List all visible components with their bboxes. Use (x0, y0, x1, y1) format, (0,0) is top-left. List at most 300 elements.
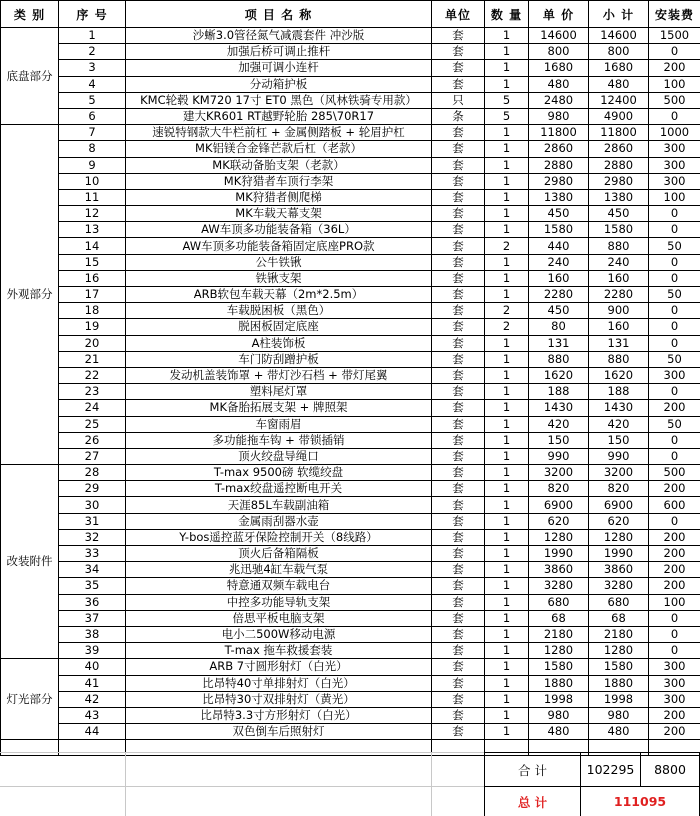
cell-install: 0 (649, 432, 700, 448)
cell-seq: 34 (59, 562, 126, 578)
cell-qty: 1 (485, 270, 529, 286)
cell-subtotal: 3280 (589, 578, 649, 594)
cell-price: 11800 (529, 125, 589, 141)
header-category: 类 别 (1, 1, 59, 28)
cell-unit: 套 (432, 432, 485, 448)
table-row (1, 594, 700, 610)
table-row (1, 189, 700, 205)
cell-unit: 套 (432, 60, 485, 76)
cell-subtotal: 1990 (589, 546, 649, 562)
cell-item: ARB软包车载天幕（2m*2.5m） (126, 287, 432, 303)
header-price: 单 价 (529, 1, 589, 28)
cell-subtotal: 450 (589, 206, 649, 222)
cell-item: 车门防刮蹭护板 (126, 351, 432, 367)
cell-price: 1280 (529, 643, 589, 659)
table-row (1, 44, 700, 60)
cell-install: 300 (649, 691, 700, 707)
table-row (1, 497, 700, 513)
cell-seq: 32 (59, 529, 126, 545)
cell-price: 450 (529, 303, 589, 319)
cell-subtotal: 1680 (589, 60, 649, 76)
cell-install: 0 (649, 270, 700, 286)
table-row (1, 125, 700, 141)
grand-total-label: 总 计 (517, 794, 548, 810)
cell-item: 电小二500W移动电源 (126, 626, 432, 642)
table-row (1, 384, 700, 400)
cell-qty: 1 (485, 691, 529, 707)
cell-install: 200 (649, 60, 700, 76)
cell-qty: 1 (485, 367, 529, 383)
cell-seq: 25 (59, 416, 126, 432)
cell-price: 680 (529, 594, 589, 610)
table-row (1, 60, 700, 76)
cell-qty: 1 (485, 287, 529, 303)
cell-price: 2280 (529, 287, 589, 303)
cell-item: 发动机盖装饰罩 + 带灯沙石档 + 带灯尾翼 (126, 367, 432, 383)
cell-price: 450 (529, 206, 589, 222)
cell-qty: 2 (485, 303, 529, 319)
cell-unit: 套 (432, 367, 485, 383)
cell-unit: 套 (432, 238, 485, 254)
cell-install: 100 (649, 594, 700, 610)
cell-unit: 套 (432, 319, 485, 335)
cell-unit: 条 (432, 108, 485, 124)
cell-price: 980 (529, 707, 589, 723)
cell-unit: 套 (432, 125, 485, 141)
cell-unit: 套 (432, 254, 485, 270)
cell-subtotal: 131 (589, 335, 649, 351)
cell-seq: 22 (59, 367, 126, 383)
cell-install: 50 (649, 287, 700, 303)
cell-item: MK备胎拓展支架 + 牌照架 (126, 400, 432, 416)
cell-item: T-max 拖车救援套装 (126, 643, 432, 659)
cell-unit: 套 (432, 546, 485, 562)
table-row (1, 578, 700, 594)
cell-seq: 30 (59, 497, 126, 513)
cell-unit: 套 (432, 222, 485, 238)
cell-install: 200 (649, 400, 700, 416)
table-row (1, 513, 700, 529)
table-row (1, 546, 700, 562)
cell-unit: 套 (432, 481, 485, 497)
cell-unit: 套 (432, 206, 485, 222)
cell-subtotal: 188 (589, 384, 649, 400)
cell-price: 1580 (529, 222, 589, 238)
cell-install: 600 (649, 497, 700, 513)
cell-install: 0 (649, 513, 700, 529)
cell-install: 50 (649, 351, 700, 367)
cell-install: 0 (649, 626, 700, 642)
cell-seq: 40 (59, 659, 126, 675)
cell-item: 比昂特40寸单排射灯（白光） (126, 675, 432, 691)
cell-seq: 35 (59, 578, 126, 594)
cell-price: 240 (529, 254, 589, 270)
cell-seq: 43 (59, 707, 126, 723)
cell-item: 建大KR601 RT越野轮胎 285\70R17 (126, 108, 432, 124)
cell-price: 68 (529, 610, 589, 626)
cell-install: 200 (649, 481, 700, 497)
cell-unit: 套 (432, 416, 485, 432)
cell-qty: 1 (485, 416, 529, 432)
cell-install: 0 (649, 254, 700, 270)
cell-install: 50 (649, 238, 700, 254)
cell-subtotal: 480 (589, 76, 649, 92)
cell-price: 14600 (529, 28, 589, 44)
cell-seq: 29 (59, 481, 126, 497)
cell-unit: 套 (432, 335, 485, 351)
cell-subtotal: 2880 (589, 157, 649, 173)
cell-price: 3860 (529, 562, 589, 578)
cell-unit: 套 (432, 675, 485, 691)
cell-seq: 42 (59, 691, 126, 707)
cell-unit: 套 (432, 287, 485, 303)
cell-install: 300 (649, 675, 700, 691)
table-row (1, 28, 700, 44)
cell-item: 金属雨刮器水壶 (126, 513, 432, 529)
cell-subtotal: 1580 (589, 659, 649, 675)
cell-qty: 1 (485, 513, 529, 529)
cell-qty: 1 (485, 60, 529, 76)
cell-item: ARB 7寸圆形射灯（白光） (126, 659, 432, 675)
header-row (1, 1, 700, 28)
cell-subtotal: 880 (589, 351, 649, 367)
cell-subtotal: 1998 (589, 691, 649, 707)
cell-unit: 套 (432, 465, 485, 481)
cell-subtotal: 68 (589, 610, 649, 626)
cell-subtotal: 240 (589, 254, 649, 270)
cell-qty: 1 (485, 141, 529, 157)
category-cell: 底盘部分 (1, 28, 59, 125)
cell-unit: 套 (432, 384, 485, 400)
cell-install: 200 (649, 707, 700, 723)
table-row (1, 92, 700, 108)
cell-price: 820 (529, 481, 589, 497)
cell-qty: 1 (485, 44, 529, 60)
table-row (1, 481, 700, 497)
cell-item: 双色倒车后照射灯 (126, 724, 432, 740)
cell-install: 1000 (649, 125, 700, 141)
cell-subtotal: 3200 (589, 465, 649, 481)
cell-item: 比昂特30寸双排射灯（黄光） (126, 691, 432, 707)
category-cell: 外观部分 (1, 125, 59, 465)
cell-item: AW车顶多功能装备箱（36L） (126, 222, 432, 238)
cell-install: 200 (649, 724, 700, 740)
header-unit: 单位 (432, 1, 485, 28)
cell-seq: 38 (59, 626, 126, 642)
cell-item: MK车载天幕支架 (126, 206, 432, 222)
header-seq: 序 号 (59, 1, 126, 28)
cell-unit: 套 (432, 351, 485, 367)
cell-qty: 1 (485, 335, 529, 351)
cell-seq: 9 (59, 157, 126, 173)
cell-price: 2860 (529, 141, 589, 157)
table-row (1, 141, 700, 157)
cell-qty: 1 (485, 351, 529, 367)
table-row (1, 206, 700, 222)
cell-install: 0 (649, 222, 700, 238)
cell-seq: 14 (59, 238, 126, 254)
cell-subtotal: 620 (589, 513, 649, 529)
table-row (1, 287, 700, 303)
cell-qty: 1 (485, 724, 529, 740)
header-qty: 数 量 (485, 1, 529, 28)
cell-price: 1998 (529, 691, 589, 707)
blank-cell (1, 740, 59, 756)
cell-unit: 套 (432, 157, 485, 173)
cell-subtotal: 12400 (589, 92, 649, 108)
cell-qty: 1 (485, 76, 529, 92)
cell-unit: 套 (432, 173, 485, 189)
table-row (1, 659, 700, 675)
cell-price: 2480 (529, 92, 589, 108)
table-row (1, 400, 700, 416)
table-row (1, 173, 700, 189)
cell-price: 1380 (529, 189, 589, 205)
cell-subtotal: 4900 (589, 108, 649, 124)
cell-seq: 16 (59, 270, 126, 286)
cell-item: A柱装饰板 (126, 335, 432, 351)
cell-unit: 套 (432, 724, 485, 740)
cell-item: 加强后桥可调止推杆 (126, 44, 432, 60)
cell-subtotal: 1380 (589, 189, 649, 205)
cell-item: 加强可调小连杆 (126, 60, 432, 76)
cell-subtotal: 3860 (589, 562, 649, 578)
cell-item: 车窗雨眉 (126, 416, 432, 432)
cell-subtotal: 2860 (589, 141, 649, 157)
cell-price: 1580 (529, 659, 589, 675)
cell-qty: 1 (485, 254, 529, 270)
cell-unit: 套 (432, 626, 485, 642)
cell-price: 3280 (529, 578, 589, 594)
cell-install: 200 (649, 546, 700, 562)
cell-item: 沙蜥3.0管径氮气减震套件 冲沙版 (126, 28, 432, 44)
cell-qty: 5 (485, 92, 529, 108)
cell-item: MK铝镁合金锋芒款后杠（老款） (126, 141, 432, 157)
cell-unit: 套 (432, 400, 485, 416)
cell-price: 980 (529, 108, 589, 124)
cell-qty: 1 (485, 643, 529, 659)
cell-qty: 1 (485, 432, 529, 448)
cell-install: 300 (649, 659, 700, 675)
cell-subtotal: 160 (589, 319, 649, 335)
cell-install: 1500 (649, 28, 700, 44)
cell-qty: 1 (485, 659, 529, 675)
cell-qty: 1 (485, 578, 529, 594)
cell-seq: 26 (59, 432, 126, 448)
cell-subtotal: 880 (589, 238, 649, 254)
cell-seq: 7 (59, 125, 126, 141)
cell-subtotal: 990 (589, 448, 649, 464)
blank-cell (126, 740, 432, 756)
cell-install: 300 (649, 141, 700, 157)
cell-unit: 套 (432, 497, 485, 513)
cell-subtotal: 420 (589, 416, 649, 432)
cell-install: 0 (649, 303, 700, 319)
cell-item: 顶火后备箱隔板 (126, 546, 432, 562)
cell-unit: 套 (432, 578, 485, 594)
cell-item: MK狩猎者侧爬梯 (126, 189, 432, 205)
table-row (1, 432, 700, 448)
cell-unit: 套 (432, 529, 485, 545)
cell-install: 200 (649, 578, 700, 594)
cell-unit: 套 (432, 189, 485, 205)
cell-price: 6900 (529, 497, 589, 513)
table-row (1, 76, 700, 92)
cell-price: 80 (529, 319, 589, 335)
blank-cell (432, 740, 485, 756)
cell-price: 440 (529, 238, 589, 254)
cell-qty: 2 (485, 319, 529, 335)
cell-install: 300 (649, 157, 700, 173)
cell-qty: 1 (485, 222, 529, 238)
table-row (1, 707, 700, 723)
cell-subtotal: 1430 (589, 400, 649, 416)
category-cell: 改装附件 (1, 465, 59, 659)
cell-qty: 1 (485, 448, 529, 464)
cell-seq: 21 (59, 351, 126, 367)
category-cell: 灯光部分 (1, 659, 59, 740)
table-row (1, 610, 700, 626)
cell-unit: 套 (432, 659, 485, 675)
cell-install: 300 (649, 173, 700, 189)
cell-qty: 1 (485, 707, 529, 723)
cell-qty: 1 (485, 626, 529, 642)
cell-qty: 1 (485, 497, 529, 513)
table-row (1, 367, 700, 383)
cell-unit: 套 (432, 28, 485, 44)
cell-install: 500 (649, 92, 700, 108)
table-row (1, 562, 700, 578)
cell-price: 150 (529, 432, 589, 448)
table-row (1, 108, 700, 124)
cell-seq: 18 (59, 303, 126, 319)
cell-price: 160 (529, 270, 589, 286)
cell-seq: 2 (59, 44, 126, 60)
cell-seq: 44 (59, 724, 126, 740)
cell-subtotal: 14600 (589, 28, 649, 44)
cell-price: 2980 (529, 173, 589, 189)
cell-seq: 41 (59, 675, 126, 691)
sheet-body (1, 28, 700, 756)
cell-item: 速锐特钢款大牛栏前杠 + 金属侧踏板 + 轮眉护杠 (126, 125, 432, 141)
cell-install: 0 (649, 643, 700, 659)
cell-unit: 套 (432, 76, 485, 92)
cell-item: MK狩猎者车顶行李架 (126, 173, 432, 189)
cell-subtotal: 160 (589, 270, 649, 286)
cell-install: 0 (649, 206, 700, 222)
cell-seq: 12 (59, 206, 126, 222)
grand-total-value: 111095 (613, 794, 667, 809)
cell-price: 3200 (529, 465, 589, 481)
cell-seq: 19 (59, 319, 126, 335)
cell-install: 200 (649, 529, 700, 545)
table-row (1, 465, 700, 481)
cell-seq: 37 (59, 610, 126, 626)
cell-item: 脱困板固定底座 (126, 319, 432, 335)
cell-install: 300 (649, 367, 700, 383)
cell-item: T-max绞盘遥控断电开关 (126, 481, 432, 497)
table-row (1, 303, 700, 319)
cell-item: MK联动备胎支架（老款） (126, 157, 432, 173)
cell-subtotal: 820 (589, 481, 649, 497)
cell-seq: 39 (59, 643, 126, 659)
cell-install: 50 (649, 416, 700, 432)
cell-seq: 27 (59, 448, 126, 464)
cell-qty: 1 (485, 546, 529, 562)
cell-unit: 套 (432, 44, 485, 60)
table-row (1, 335, 700, 351)
cell-price: 800 (529, 44, 589, 60)
cell-item: Y-bos遥控蓝牙保险控制开关（8线路） (126, 529, 432, 545)
cell-price: 620 (529, 513, 589, 529)
cell-unit: 套 (432, 513, 485, 529)
cell-install: 100 (649, 189, 700, 205)
table-row (1, 157, 700, 173)
cell-subtotal: 150 (589, 432, 649, 448)
cell-seq: 10 (59, 173, 126, 189)
cell-seq: 5 (59, 92, 126, 108)
header-item: 项 目 名 称 (126, 1, 432, 28)
table-row (1, 319, 700, 335)
cell-unit: 套 (432, 270, 485, 286)
cell-price: 2880 (529, 157, 589, 173)
cell-item: 天涯85L车载副油箱 (126, 497, 432, 513)
cell-qty: 1 (485, 465, 529, 481)
cell-item: 比昂特3.3寸方形射灯（白光） (126, 707, 432, 723)
cell-seq: 17 (59, 287, 126, 303)
cell-qty: 1 (485, 157, 529, 173)
cell-subtotal: 900 (589, 303, 649, 319)
cell-seq: 13 (59, 222, 126, 238)
cell-qty: 1 (485, 189, 529, 205)
cell-subtotal: 1580 (589, 222, 649, 238)
cell-price: 1430 (529, 400, 589, 416)
cell-subtotal: 11800 (589, 125, 649, 141)
cell-qty: 1 (485, 400, 529, 416)
cell-subtotal: 6900 (589, 497, 649, 513)
total-sum-subtotal: 102295 (586, 762, 635, 777)
cell-item: AW车顶多功能装备箱固定底座PRO款 (126, 238, 432, 254)
cell-install: 0 (649, 335, 700, 351)
cell-item: 倍思平板电脑支架 (126, 610, 432, 626)
cell-seq: 6 (59, 108, 126, 124)
header-install: 安装费 (649, 1, 700, 28)
cell-qty: 1 (485, 481, 529, 497)
blank-cell (59, 740, 126, 756)
cell-subtotal: 2980 (589, 173, 649, 189)
cell-price: 1880 (529, 675, 589, 691)
table-row (1, 351, 700, 367)
cell-seq: 15 (59, 254, 126, 270)
table-row (1, 724, 700, 740)
cell-subtotal: 1620 (589, 367, 649, 383)
cell-subtotal: 2280 (589, 287, 649, 303)
cell-subtotal: 2180 (589, 626, 649, 642)
table-row (1, 270, 700, 286)
cell-item: T-max 9500磅 软缆绞盘 (126, 465, 432, 481)
cell-seq: 3 (59, 60, 126, 76)
cell-seq: 8 (59, 141, 126, 157)
cell-install: 200 (649, 562, 700, 578)
cell-item: 铁锹支架 (126, 270, 432, 286)
cell-qty: 1 (485, 610, 529, 626)
table-row (1, 238, 700, 254)
cell-unit: 套 (432, 691, 485, 707)
cell-seq: 4 (59, 76, 126, 92)
cell-item: 中控多功能导轨支架 (126, 594, 432, 610)
cell-qty: 2 (485, 238, 529, 254)
cell-install: 0 (649, 319, 700, 335)
